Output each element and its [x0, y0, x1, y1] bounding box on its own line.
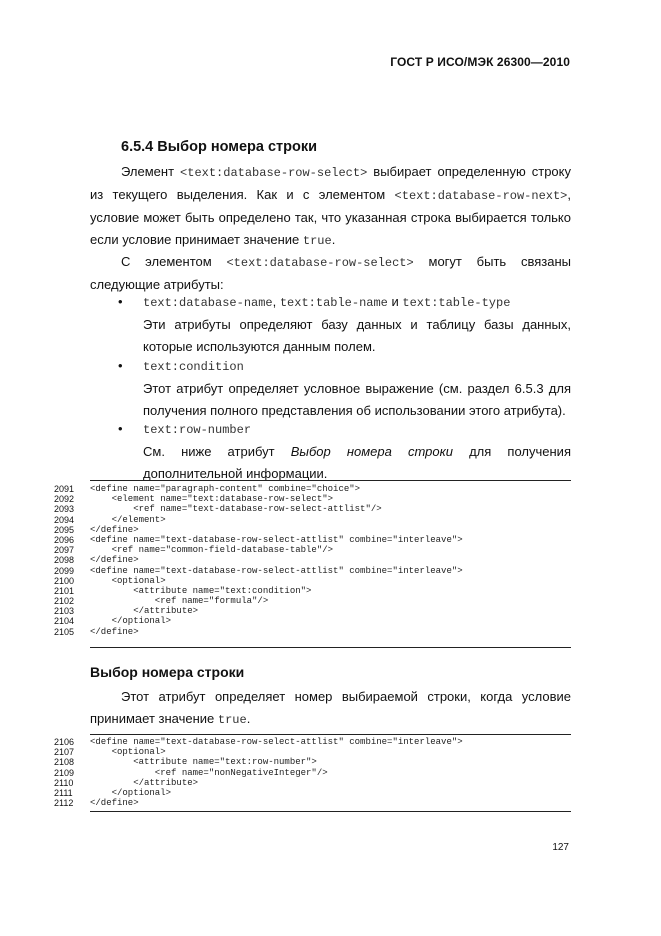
line-number: 2108	[54, 757, 75, 768]
code-block-bottom-rule	[90, 811, 571, 812]
code-line	[54, 788, 574, 798]
code-text: </element>	[90, 514, 166, 525]
text-run: для получения дополнительной информации.	[143, 444, 571, 481]
line-number: 2095	[54, 524, 75, 535]
text-run: Элемент	[121, 164, 181, 179]
line-number: 2094	[54, 514, 75, 525]
subsection-title: Выбор номера строки	[90, 664, 245, 680]
inline-code: text:row-number	[143, 423, 252, 437]
line-number: 2092	[54, 494, 75, 505]
code-line	[54, 757, 574, 767]
code-line	[54, 627, 574, 637]
line-number: 2091	[54, 484, 75, 494]
text-run: могут быть связаны	[428, 254, 571, 269]
code-line	[54, 566, 574, 576]
bullet-item-condition	[143, 355, 571, 422]
code-text: </define>	[90, 626, 139, 637]
line-number: 2104	[54, 616, 75, 627]
code-text: </define>	[90, 798, 139, 809]
text-run: См. ниже атрибут	[143, 444, 291, 459]
paragraph-attributes-intro	[90, 251, 571, 296]
text-run: С элементом	[121, 254, 212, 269]
bullet-marker: •	[118, 294, 123, 309]
bullet-item-row-number	[143, 418, 571, 485]
inline-code: text:condition	[143, 360, 244, 374]
page-number: 127	[552, 842, 569, 853]
line-number: 2096	[54, 534, 75, 545]
code-text: </optional>	[90, 616, 172, 627]
code-line	[54, 778, 574, 788]
text-run: , условие может быть определено так, что указанная строка выбирается только если условие принимает значение	[90, 187, 571, 247]
code-text: <optional>	[90, 575, 166, 586]
code-line	[54, 535, 574, 545]
section-title: 6.5.4 Выбор номера строки	[121, 139, 318, 155]
code-text: <define name="text-database-row-select-attlist" combine="interleave">	[90, 737, 463, 747]
code-line	[54, 606, 574, 616]
bullet-term	[143, 355, 571, 378]
line-number: 2099	[54, 565, 75, 576]
inline-code: <text:database-row-next>	[394, 189, 568, 203]
code-line	[54, 586, 574, 596]
inline-code: true	[217, 713, 247, 727]
italic-reference: Выбор номера строки	[290, 444, 453, 459]
text-run: Этот атрибут определяет номер выбираемой строки, когда условие принимает значение	[90, 689, 571, 726]
text-run: ,	[272, 294, 280, 309]
line-number: 2103	[54, 606, 75, 617]
line-number: 2098	[54, 555, 75, 566]
line-number: 2106	[54, 737, 75, 747]
line-number: 2105	[54, 626, 75, 637]
code-text: <element name="text:database-row-select">	[90, 494, 334, 505]
code-line	[54, 747, 574, 757]
code-text: <ref name="nonNegativeInteger"/>	[90, 767, 328, 778]
paragraph-row-number	[90, 686, 571, 731]
line-number: 2101	[54, 585, 75, 596]
code-text: </attribute>	[90, 606, 199, 617]
paragraph-line	[90, 251, 571, 274]
text-run: и	[387, 294, 403, 309]
inline-code: text:table-type	[402, 296, 511, 310]
line-number: 2109	[54, 767, 75, 778]
bullet-marker: •	[118, 358, 123, 373]
code-line	[54, 504, 574, 514]
bullet-term	[143, 418, 571, 441]
inline-code: text:database-name	[143, 296, 273, 310]
paragraph-line: следующие атрибуты:	[90, 277, 224, 292]
bullet-description: Этот атрибут определяет условное выражение (см. раздел 6.5.3 для получения полного представления об использовании этого атрибута).	[143, 381, 571, 418]
code-text: </define>	[90, 555, 139, 566]
code-block-bottom-rule	[90, 647, 571, 648]
line-number: 2100	[54, 575, 75, 586]
line-number: 2112	[54, 798, 74, 809]
code-block-top-rule	[90, 734, 571, 735]
code-text: <optional>	[90, 747, 166, 758]
paragraph-intro	[90, 161, 571, 252]
code-text: <define name="text-database-row-select-attlist" combine="interleave">	[90, 565, 463, 576]
code-text: </attribute>	[90, 777, 199, 788]
code-text: <ref name="formula"/>	[90, 596, 269, 607]
code-line	[54, 545, 574, 555]
line-number: 2102	[54, 596, 75, 607]
bullet-term	[143, 291, 571, 314]
document-header: ГОСТ Р ИСО/МЭК 26300—2010	[390, 55, 570, 69]
inline-code: true	[302, 234, 332, 248]
bullet-item-database	[143, 291, 571, 358]
code-line	[54, 576, 574, 586]
code-line	[54, 555, 574, 565]
code-text: <attribute name="text:condition">	[90, 585, 312, 596]
line-number: 2110	[54, 777, 74, 788]
bullet-description	[143, 441, 571, 485]
text-run: .	[246, 711, 251, 726]
code-text: </optional>	[90, 787, 172, 798]
line-number: 2093	[54, 504, 75, 515]
code-line	[54, 798, 574, 808]
code-text: <define name="paragraph-content" combine="choice">	[90, 484, 361, 494]
code-text: <attribute name="text:row-number">	[90, 757, 317, 768]
text-run: .	[331, 232, 336, 247]
text-run: выбирает определенную строку из текущего выделения. Как и с элементом	[90, 164, 571, 202]
code-text: </define>	[90, 524, 139, 535]
code-line	[54, 737, 574, 747]
code-line	[54, 494, 574, 504]
code-text: <ref name="text-database-row-select-attlist"/>	[90, 504, 382, 515]
bullet-marker: •	[118, 421, 123, 436]
line-number: 2107	[54, 747, 75, 758]
line-number: 2111	[54, 787, 73, 798]
code-block-top-rule	[90, 480, 571, 481]
bullet-description: Эти атрибуты определяют базу данных и таблицу базы данных, которые используются данным полем.	[143, 317, 571, 354]
code-line	[54, 515, 574, 525]
code-block-1	[54, 484, 574, 637]
inline-code: text:table-name	[279, 296, 388, 310]
code-line	[54, 768, 574, 778]
code-text: <define name="text-database-row-select-attlist" combine="interleave">	[90, 534, 463, 545]
code-line	[54, 616, 574, 626]
inline-code: <text:database-row-select>	[180, 166, 368, 180]
inline-code: <text:database-row-select>	[226, 256, 414, 270]
code-line	[54, 596, 574, 606]
code-line	[54, 484, 574, 494]
code-text: <ref name="common-field-database-table"/>	[90, 545, 334, 556]
code-block-2	[54, 737, 574, 808]
code-line	[54, 525, 574, 535]
line-number: 2097	[54, 545, 75, 556]
